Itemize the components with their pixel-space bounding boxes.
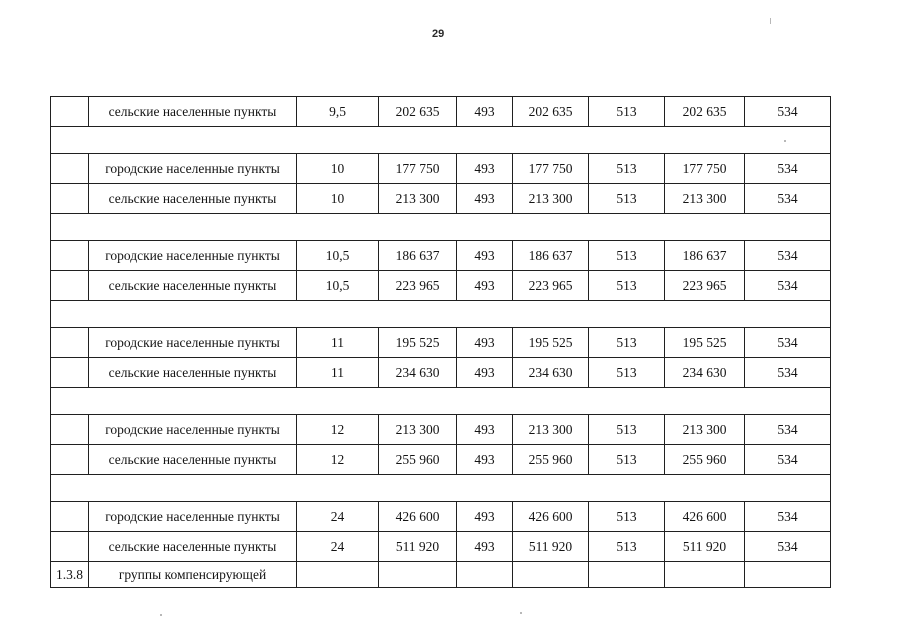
value-cell: 534 (745, 184, 831, 214)
scan-artifact (784, 140, 786, 142)
value-cell: 493 (457, 97, 513, 127)
row-number-cell (51, 358, 89, 388)
value-cell: 493 (457, 532, 513, 562)
settlement-type-cell: сельские населенные пункты (89, 445, 297, 475)
value-cell: 223 965 (665, 271, 745, 301)
row-number-cell (51, 271, 89, 301)
table-row (51, 241, 831, 271)
row-number-cell (51, 328, 89, 358)
value-cell: 223 965 (513, 271, 589, 301)
table-row (51, 445, 831, 475)
value-cell: 11 (297, 328, 379, 358)
value-cell: 12 (297, 445, 379, 475)
value-cell: 213 300 (513, 184, 589, 214)
value-cell: 24 (297, 502, 379, 532)
table-row (51, 328, 831, 358)
spacer-cell (51, 301, 831, 328)
settlement-type-cell: городские населенные пункты (89, 154, 297, 184)
value-cell: 513 (589, 445, 665, 475)
table-row (51, 415, 831, 445)
table-body (51, 97, 831, 588)
spacer-cell (51, 388, 831, 415)
table-row (51, 358, 831, 388)
settlement-type-cell: сельские населенные пункты (89, 532, 297, 562)
value-cell: 202 635 (665, 97, 745, 127)
value-cell: 534 (745, 502, 831, 532)
value-cell: 534 (745, 445, 831, 475)
value-cell: 234 630 (513, 358, 589, 388)
value-cell (297, 562, 379, 588)
value-cell: 493 (457, 415, 513, 445)
value-cell: 511 920 (665, 532, 745, 562)
value-cell: 177 750 (665, 154, 745, 184)
table-spacer-row (51, 388, 831, 415)
value-cell: 255 960 (379, 445, 457, 475)
value-cell: 493 (457, 271, 513, 301)
value-cell: 513 (589, 502, 665, 532)
value-cell: 513 (589, 241, 665, 271)
value-cell (665, 562, 745, 588)
table-spacer-row (51, 127, 831, 154)
table-row (51, 532, 831, 562)
row-number-cell: 1.3.8 (51, 562, 89, 588)
value-cell: 234 630 (665, 358, 745, 388)
value-cell: 493 (457, 358, 513, 388)
settlement-type-cell: сельские населенные пункты (89, 97, 297, 127)
value-cell: 534 (745, 271, 831, 301)
row-number-cell (51, 415, 89, 445)
value-cell: 513 (589, 184, 665, 214)
table-spacer-row (51, 301, 831, 328)
value-cell: 534 (745, 328, 831, 358)
table-spacer-row (51, 475, 831, 502)
value-cell: 10 (297, 184, 379, 214)
value-cell: 202 635 (513, 97, 589, 127)
table-row (51, 97, 831, 127)
table-row (51, 562, 831, 588)
table-row (51, 502, 831, 532)
value-cell: 24 (297, 532, 379, 562)
value-cell: 255 960 (513, 445, 589, 475)
value-cell: 534 (745, 532, 831, 562)
value-cell: 534 (745, 154, 831, 184)
value-cell: 493 (457, 154, 513, 184)
spacer-cell (51, 127, 831, 154)
value-cell: 513 (589, 532, 665, 562)
value-cell: 195 525 (665, 328, 745, 358)
value-cell: 234 630 (379, 358, 457, 388)
value-cell: 493 (457, 445, 513, 475)
value-cell: 534 (745, 358, 831, 388)
value-cell (589, 562, 665, 588)
spacer-cell (51, 214, 831, 241)
value-cell: 186 637 (513, 241, 589, 271)
value-cell (513, 562, 589, 588)
row-number-cell (51, 532, 89, 562)
value-cell: 10,5 (297, 241, 379, 271)
value-cell: 213 300 (513, 415, 589, 445)
value-cell: 213 300 (379, 184, 457, 214)
value-cell: 534 (745, 241, 831, 271)
value-cell: 10,5 (297, 271, 379, 301)
value-cell: 493 (457, 184, 513, 214)
value-cell: 177 750 (379, 154, 457, 184)
value-cell (745, 562, 831, 588)
value-cell: 534 (745, 415, 831, 445)
table-spacer-row (51, 214, 831, 241)
value-cell: 513 (589, 271, 665, 301)
value-cell: 513 (589, 154, 665, 184)
value-cell: 426 600 (379, 502, 457, 532)
settlement-type-cell: сельские населенные пункты (89, 271, 297, 301)
value-cell: 255 960 (665, 445, 745, 475)
spacer-cell (51, 475, 831, 502)
page-number: 29 (432, 28, 445, 40)
row-number-cell (51, 241, 89, 271)
value-cell: 9,5 (297, 97, 379, 127)
value-cell: 213 300 (665, 415, 745, 445)
table-row (51, 184, 831, 214)
value-cell: 223 965 (379, 271, 457, 301)
value-cell: 213 300 (665, 184, 745, 214)
value-cell: 513 (589, 328, 665, 358)
value-cell (379, 562, 457, 588)
row-number-cell (51, 154, 89, 184)
value-cell: 177 750 (513, 154, 589, 184)
row-number-cell (51, 502, 89, 532)
value-cell: 513 (589, 358, 665, 388)
value-cell: 195 525 (379, 328, 457, 358)
row-number-cell (51, 184, 89, 214)
value-cell: 511 920 (379, 532, 457, 562)
value-cell (457, 562, 513, 588)
scan-artifact (160, 614, 162, 616)
scan-artifact (770, 18, 771, 24)
value-cell: 513 (589, 97, 665, 127)
value-cell: 195 525 (513, 328, 589, 358)
value-cell: 511 920 (513, 532, 589, 562)
value-cell: 186 637 (379, 241, 457, 271)
value-cell: 186 637 (665, 241, 745, 271)
settlement-type-cell: сельские населенные пункты (89, 358, 297, 388)
value-cell: 493 (457, 241, 513, 271)
settlement-type-cell: городские населенные пункты (89, 415, 297, 445)
value-cell: 202 635 (379, 97, 457, 127)
settlement-type-cell: городские населенные пункты (89, 502, 297, 532)
value-cell: 426 600 (665, 502, 745, 532)
value-cell: 534 (745, 97, 831, 127)
settlement-type-cell: группы компенсирующей (89, 562, 297, 588)
tariff-table (50, 96, 831, 588)
value-cell: 11 (297, 358, 379, 388)
row-number-cell (51, 97, 89, 127)
value-cell: 493 (457, 328, 513, 358)
value-cell: 493 (457, 502, 513, 532)
table-row (51, 154, 831, 184)
value-cell: 12 (297, 415, 379, 445)
value-cell: 10 (297, 154, 379, 184)
value-cell: 426 600 (513, 502, 589, 532)
value-cell: 213 300 (379, 415, 457, 445)
table-row (51, 271, 831, 301)
settlement-type-cell: сельские населенные пункты (89, 184, 297, 214)
settlement-type-cell: городские населенные пункты (89, 241, 297, 271)
settlement-type-cell: городские населенные пункты (89, 328, 297, 358)
scan-artifact (520, 612, 522, 614)
value-cell: 513 (589, 415, 665, 445)
row-number-cell (51, 445, 89, 475)
